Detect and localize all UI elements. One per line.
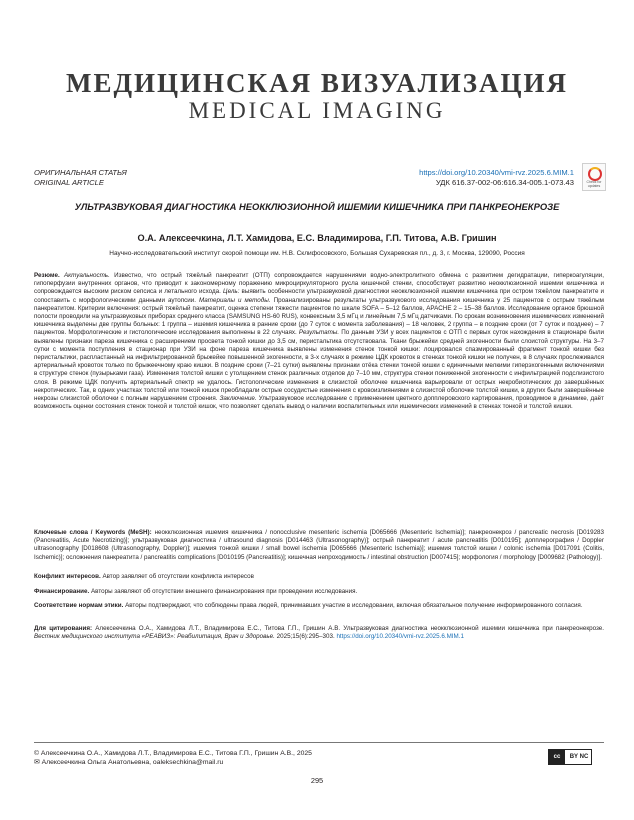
keywords-text: неокклюзионная ишемия кишечника / nonocclusive mesenteric ischemia [D065666 (Mesenteric Ischemia)]; панкреонекроз / pancreatic necrosis [D019283 (Pancreatitis, Acute Necrotizing)]; ультразвуковая диагностика / ultrasound diagnosis [D014463 (Ultrasonography)]; острый панкреатит / acute pancreatitis [D010195]; допплерография / Doppler ultrasonography [D018608 (Ultrasonography, Doppler)]; ишемия тонкой кишки / small bowel ischemia [D065666 (Mesenteric Ischemia)]; ишемия толстой кишки / colonic ischemia [D017091 (Colitis, Ischemic)]; осложнения панкреатита / pancreatitis complications [D010195 (Pancreatitis)]; кишечная непроходимость / intestinal obstruction [D007415]; морфология / morphology [D009682 (Pathology)]. <box>34 529 604 561</box>
article-identifiers <box>419 168 574 188</box>
footer-divider <box>34 742 604 743</box>
keywords-label: Ключевые слова / Keywords (MeSH): <box>34 529 152 536</box>
cc-icon: cc <box>549 750 565 764</box>
ethics-statement <box>34 602 604 610</box>
cc-license-badge[interactable] <box>548 749 592 765</box>
citation <box>34 625 604 641</box>
funding-text: Авторы заявляют об отсутствии внешнего финансирования при проведении исследования. <box>90 588 358 595</box>
udk-code: УДК 616.37-002-06:616.34-005.1-073.43 <box>435 178 574 187</box>
cc-license-terms: BY NC <box>569 754 589 760</box>
journal-title-en: MEDICAL IMAGING <box>188 98 446 123</box>
citation-label: Для цитирования: <box>34 625 93 632</box>
author-list: О.А. Алексеечкина, Л.Т. Хамидова, Е.С. Владимирова, Г.П. Титова, А.В. Гришин <box>137 233 497 243</box>
ethics-text: Авторы подтверждают, что соблюдены права людей, принимавших участие в исследовании, включая обязательное получение информированного согласия. <box>125 602 583 609</box>
abstract <box>34 272 604 411</box>
copyright: © Алексеечкина О.А., Хамидова Л.Т., Владимирова Е.С., Титова Г.П., Гришин А.В., 2025 <box>34 750 312 757</box>
crossmark-badge[interactable] <box>582 163 606 191</box>
results-label: Результаты. <box>298 329 340 337</box>
funding-label: Финансирование. <box>34 588 90 595</box>
article-title: УЛЬТРАЗВУКОВАЯ ДИАГНОСТИКА НЕОККЛЮЗИОННОЙ ИШЕМИИ КИШЕЧНИКА ПРИ ПАНКРЕОНЕКРОЗЕ <box>74 201 560 212</box>
citation-journal: Вестник медицинского института «РЕАВИЗ»: Реабилитация, Врач и Здоровье. <box>34 633 275 641</box>
affiliation: Научно-исследовательский институт скорой помощи им. Н.В. Склифосовского, Большая Сухаревская пл., д. 3, г. Москва, 129090, Россия <box>109 250 525 257</box>
crossmark-icon <box>588 167 602 181</box>
journal-title-ru: МЕДИЦИНСКАЯ ВИЗУАЛИЗАЦИЯ <box>65 68 569 98</box>
citation-text: Алексеечкина О.А., Хамидова Л.Т., Владимирова Е.С., Титова Г.П., Гришин А.В. Ультразвуковая диагностика неокклюзионной ишемии кишечника при панкреонекрозе. <box>95 625 604 632</box>
conclusion-text: Ультразвуковое исследование с применением цветного допплеровского картирования, проводимое в динамике, даёт возможность оценки состояния стенок тонкой и толстой кишок, что позволяет сделать вывод о наличии воспалительных или ишемических изменений в стенках тонкой и толстой кишки. <box>34 395 604 411</box>
footer <box>34 749 312 767</box>
results-text: По данным УЗИ у всех пациентов с ОТП с первых суток нахождения в стационаре были выявлены признаки пареза кишечника с расширением просвета тонкой кишки до 3,5 см, перистальтика отсутствовала. Ткани брыжейки средней эхогенности были слоистой структуры. На 3–7 сутки с момента поступления в стационар при УЗИ на фоне пареза кишечника выявлены изменения стенок тонкой кишки: лоцировался спазмированный фрагмент тонкой кишки без перистальтики, распластанный на инфильтрированной брыжейке повышенной эхогенности, в 3-х случаях в режиме ЦДК кровоток в стенках тонкой кишки не получен, в 8 случаях прослеживался артериальный кровоток только по брыжеечному краю кишки. В поздние сроки (7–21 сутки) выявлены признаки отёка стенки тонкой кишки с единичными мелкими гиперэхогенными включениями в структуре стенок (пузырьками газа). Изменения толстой кишки с утолщением стенок различных отделов до 7–10 мм, структура стенки пониженной эхогенности с инфильтрацией подслизистого слоя. В режиме ЦДК получить артериальный спектр не удалось. Гистологические изменения в слизистой оболочке кишечника варьировали от острых некробиотических до завершённых некротических. Так, в одних участках толстой или тонкой кишок преобладали острые сосудистые изменения с кровоизлияниями в слизистой оболочке толстой кишки, в других были завершённые некрозы слизистой оболочки с полным нарушением строения. <box>34 329 604 403</box>
methods-label: Материалы и методы. <box>199 296 271 304</box>
aim-text: выявить особенности ультразвуковой диагностики неокклюзионной ишемии кишечника при остром тяжёлом панкреатите и сопоставить с морфологическими данными аутопсии. <box>34 288 604 304</box>
citation-doi-link[interactable]: https://doi.org/10.20340/vmi-rvz.2025.6.MIM.1 <box>336 633 464 641</box>
ethics-label: Соответствие нормам этики. <box>34 602 124 609</box>
methods-text: Проанализированы результаты ультразвукового исследования кишечника у 25 пациентов с острым тяжёлым панкреатитом. Критерии включения: острый тяжёлый панкреатит, оценка степени тяжести пациентов по шкале SOFA – 5–12 баллов, APACHE 2 – 15–38 баллов. Исследование органов брюшной полости проводили на ультразвуковых приборах среднего класса (SAMSUNG HS-60 RUS), конвексным 3,5 мГц и линейным 7,5 мГц датчиками. По срокам возникновения ишемических изменений кишечника выделены две группы больных: 1 группа – ишемия кишечника в ранние сроки (до 7 суток с момента заболевания) – 18 человек, 2 группа – в поздние сроки (от 7 суток и позднее) – 7 пациентов. Морфологические и гистологические исследования выполнены в 22 случаях. <box>34 296 604 337</box>
citation-pages: 2025;15(6):295–303. <box>276 633 335 641</box>
conflict-label: Конфликт интересов. <box>34 573 101 580</box>
abstract-label: Резюме. <box>34 272 60 279</box>
article-type-en: ORIGINAL ARTICLE <box>34 178 104 187</box>
crossmark-label: Check for updates <box>586 180 602 188</box>
corresponding-author: ✉ Алексеечкина Ольга Анатольевна, oaleksechkina@mail.ru <box>34 759 224 766</box>
conclusion-label: Заключение. <box>219 395 257 403</box>
keywords <box>34 529 604 562</box>
aim-label: Цель: <box>222 288 240 296</box>
funding <box>34 588 604 596</box>
relevance-text: Известно, что острый тяжёлый панкреатит (ОТП) сопровождается нарушениями водно-электролитного обмена с развитием дегидратации, гиперкоагуляции, гипоперфузии внутренних органов, что приводит к закономерному поражению микроциркуляторного русла кишечной стенки, способствует развитию неокклюзионной ишемии кишечника и сопровождается высоким риском сепсиса и летального исхода. <box>34 272 604 296</box>
doi-link[interactable]: https://doi.org/10.20340/vmi-rvz.2025.6.MIM.1 <box>419 168 574 177</box>
article-type <box>34 168 127 188</box>
conflict-of-interest <box>34 573 604 581</box>
relevance-label: Актуальность. <box>63 272 110 279</box>
article-type-ru: ОРИГИНАЛЬНАЯ СТАТЬЯ <box>34 168 127 177</box>
page-number: 295 <box>310 776 324 785</box>
conflict-text: Автор заявляет об отсутствии конфликта интересов <box>102 573 254 580</box>
